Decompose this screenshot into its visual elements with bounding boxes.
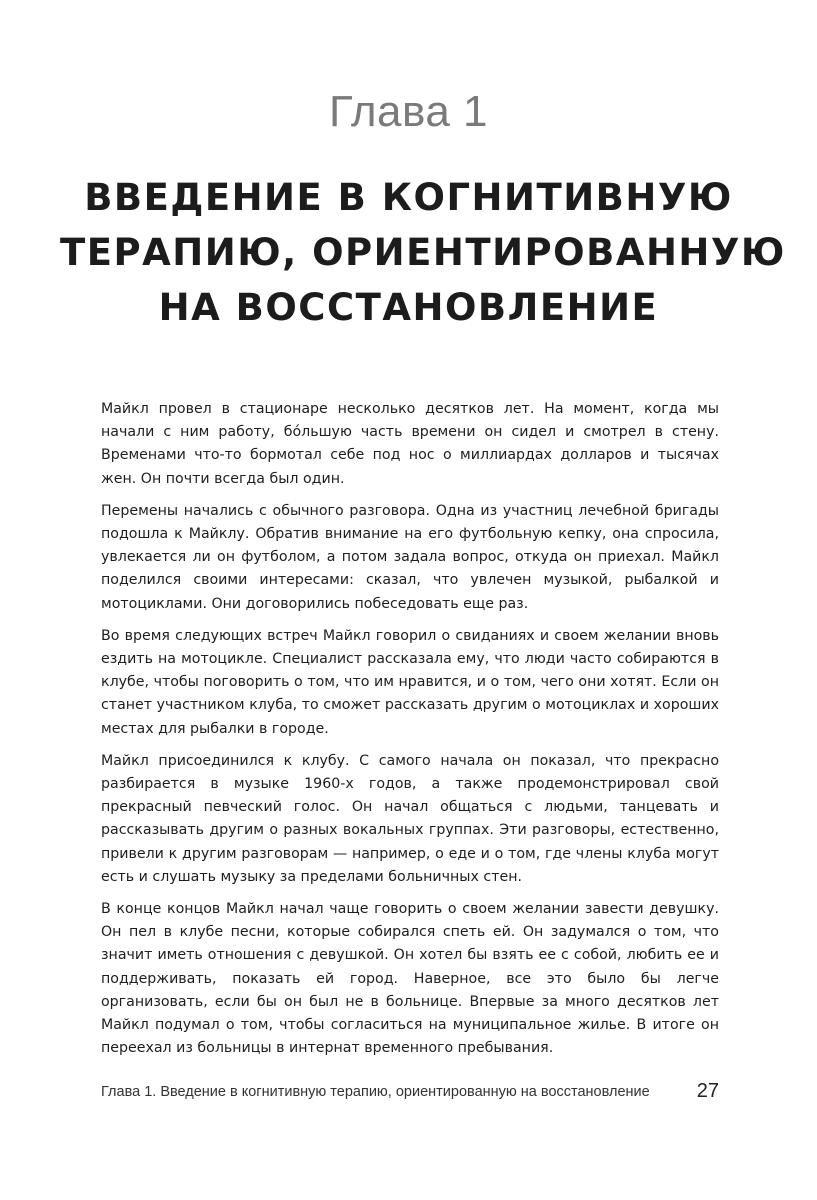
chapter-title-line: ТЕРАПИЮ, ОРИЕНТИРОВАННУЮ	[60, 231, 786, 274]
page-number: 27	[696, 1080, 719, 1102]
body-text	[101, 398, 719, 1069]
page-footer	[101, 1080, 719, 1108]
chapter-title	[60, 170, 786, 335]
paragraph: Майкл провел в стационаре несколько десятков лет. На момент, когда мы начали с ним работу, бóльшую часть времени он сидел и смотрел в стену. Временами что-то бормотал себе под нос о миллиардах долларов и тысячах жен. Он почти всегда был один.	[101, 401, 719, 487]
chapter-title-line: НА ВОССТАНОВЛЕНИЕ	[158, 286, 659, 329]
chapter-label: Глава 1	[328, 87, 489, 136]
paragraph: Майкл присоединился к клубу. С самого начала он показал, что прекрасно разбирается в музыке 1960-х годов, а также продемонстрировал свой прекрасный певческий голос. Он начал общаться с людьми, танцевать и рассказывать другим о разных вокальных группах. Эти разговоры, естественно, привели к другим разговорам — например, о еде и о том, где члены клуба могут есть и слушать музыку за пределами больничных стен.	[101, 752, 719, 885]
chapter-title-line: ВВЕДЕНИЕ В КОГНИТИВНУЮ	[84, 176, 733, 219]
running-head: Глава 1. Введение в когнитивную терапию, ориентированную на восстановление	[101, 1084, 650, 1100]
paragraph: Во время следующих встреч Майкл говорил о свиданиях и своем желании вновь ездить на мотоцикле. Специалист рассказала ему, что люди часто собираются в клубе, чтобы поговорить о том, что им нравится, и о том, чего они хотят. Если он станет участником клуба, то сможет рассказать другим о мотоциклах и хороших местах для рыбалки в городе.	[101, 627, 719, 737]
paragraph: В конце концов Майкл начал чаще говорить о своем желании завести девушку. Он пел в клубе песни, которые собирался спеть ей. Он задумался о том, что значит иметь отношения с девушкой. Он хотел бы взять ее с собой, любить ее и поддерживать, показать ей город. Наверное, все это было бы легче организовать, если бы он был не в больнице. Впервые за много десятков лет Майкл подумал о том, чтобы согласиться на муниципальное жилье. В итоге он переехал из больницы в интернат временного пребывания.	[101, 901, 719, 1057]
paragraph: Перемены начались с обычного разговора. Одна из участниц лечебной бригады подошла к Майклу. Обратив внимание на его футбольную кепку, она спросила, увлекается ли он футболом, а потом задала вопрос, откуда он приехал. Майкл поделился своими интересами: сказал, что увлечен музыкой, рыбалкой и мотоциклами. Они договорились побеседовать еще раз.	[101, 502, 719, 612]
